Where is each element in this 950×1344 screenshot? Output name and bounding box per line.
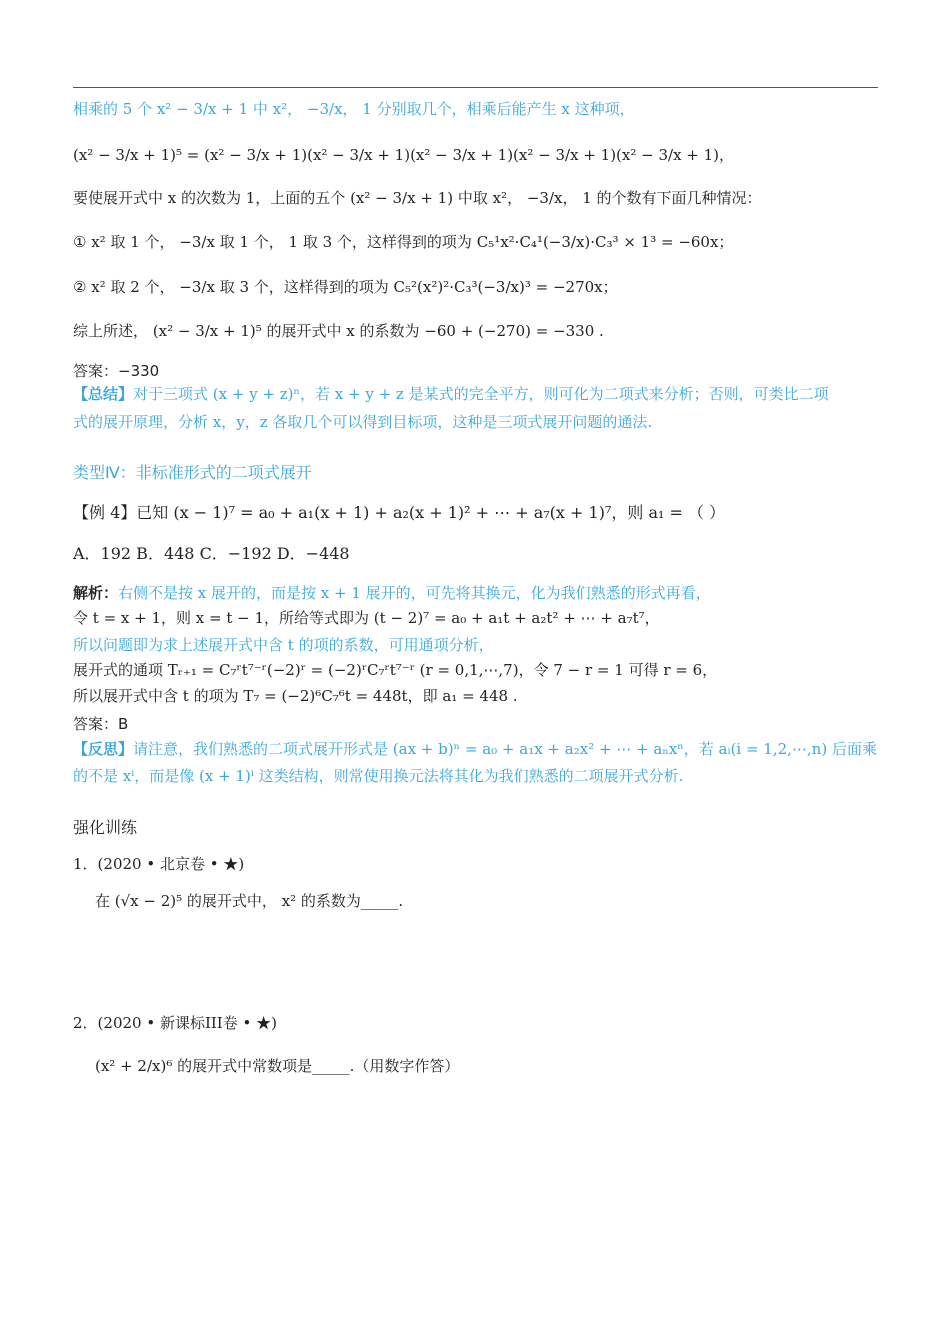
answer-2: 答案：B (73, 715, 129, 733)
reflect-line-1 (73, 740, 877, 758)
analysis-tag: 解析： (73, 584, 119, 602)
question-2-head: 2．(2020 • 新课标III卷 • ★) (73, 1014, 277, 1032)
line-1: 相乘的 5 个 x² − 3/x + 1 中 x²， −3/x， 1 分别取几个，相乘后能产生 x 这种项， (73, 100, 635, 118)
example-4: 【例 4】已知 (x − 1)⁷ = a₀ + a₁(x + 1) + a₂(x + 1)² + ⋯ + a₇(x + 1)⁷，则 a₁ = （ ） (73, 503, 726, 522)
analysis-line-2: 令 t = x + 1，则 x = t − 1，所给等式即为 (t − 2)⁷ = a₀ + a₁t + a₂t² + ⋯ + a₇t⁷， (73, 609, 660, 627)
analysis-line-4: 展开式的通项 Tᵣ₊₁ = C₇ʳt⁷⁻ʳ(−2)ʳ = (−2)ʳC₇ʳt⁷⁻ʳ (r = 0,1,⋯,7)，令 7 − r = 1 可得 r = 6， (73, 661, 718, 679)
summary-line-1 (73, 385, 829, 403)
analysis-text-1: 右侧不是按 x 展开的，而是按 x + 1 展开的，可先将其换元，化为我们熟悉的形式再看， (118, 584, 711, 602)
summary-line-2: 式的展开原理，分析 x，y，z 各取几个可以得到目标项，这种是三项式展开问题的通法. (73, 413, 653, 431)
type4-heading: 类型Ⅳ：非标准形式的二项式展开 (73, 463, 312, 482)
question-2-body: (x² + 2/x)⁶ 的展开式中常数项是_____.（用数字作答） (95, 1057, 460, 1075)
answer-1: 答案：−330 (73, 362, 160, 380)
line-2: (x² − 3/x + 1)⁵ = (x² − 3/x + 1)(x² − 3/x + 1)(x² − 3/x + 1)(x² − 3/x + 1)(x² − 3/x + 1)， (73, 146, 735, 164)
training-heading: 强化训练 (73, 818, 138, 837)
options: A．192 B．448 C．−192 D．−448 (73, 544, 350, 563)
summary-tag: 【总结】 (73, 385, 134, 403)
analysis-line-1 (73, 584, 711, 602)
top-rule (73, 87, 878, 88)
line-5: ② x² 取 2 个， −3/x 取 3 个，这样得到的项为 C₅²(x²)²·C₃³(−3/x)³ = −270x； (73, 278, 618, 296)
reflect-line-2: 的不是 xⁱ，而是像 (x + 1)ⁱ 这类结构，则常使用换元法将其化为我们熟悉的二项展开式分析. (73, 767, 684, 785)
reflect-tag: 【反思】 (73, 740, 134, 758)
reflect-text-1: 请注意，我们熟悉的二项式展开形式是 (ax + b)ⁿ = a₀ + a₁x + a₂x² + ⋯ + aₙxⁿ，若 aᵢ(i = 1,2,⋯,n) 后面乘 (133, 740, 877, 758)
analysis-line-3: 所以问题即为求上述展开式中含 t 的项的系数，可用通项分析， (73, 636, 494, 654)
question-1-body: 在 (√x − 2)⁵ 的展开式中， x² 的系数为_____. (95, 892, 404, 910)
summary-text-1: 对于三项式 (x + y + z)ⁿ，若 x + y + z 是某式的完全平方，则可化为二项式来分析；否则，可类比二项 (133, 385, 829, 403)
line-6: 综上所述， (x² − 3/x + 1)⁵ 的展开式中 x 的系数为 −60 + (−270) = −330 . (73, 322, 604, 340)
analysis-line-5: 所以展开式中含 t 的项为 T₇ = (−2)⁶C₇⁶t = 448t，即 a₁ = 448 . (73, 687, 518, 705)
line-3: 要使展开式中 x 的次数为 1，上面的五个 (x² − 3/x + 1) 中取 x²， −3/x， 1 的个数有下面几种情况： (73, 189, 762, 207)
question-1-head: 1．(2020 • 北京卷 • ★) (73, 855, 245, 873)
line-4: ① x² 取 1 个， −3/x 取 1 个， 1 取 3 个，这样得到的项为 C₅¹x²·C₄¹(−3/x)·C₃³ × 1³ = −60x； (73, 233, 734, 251)
